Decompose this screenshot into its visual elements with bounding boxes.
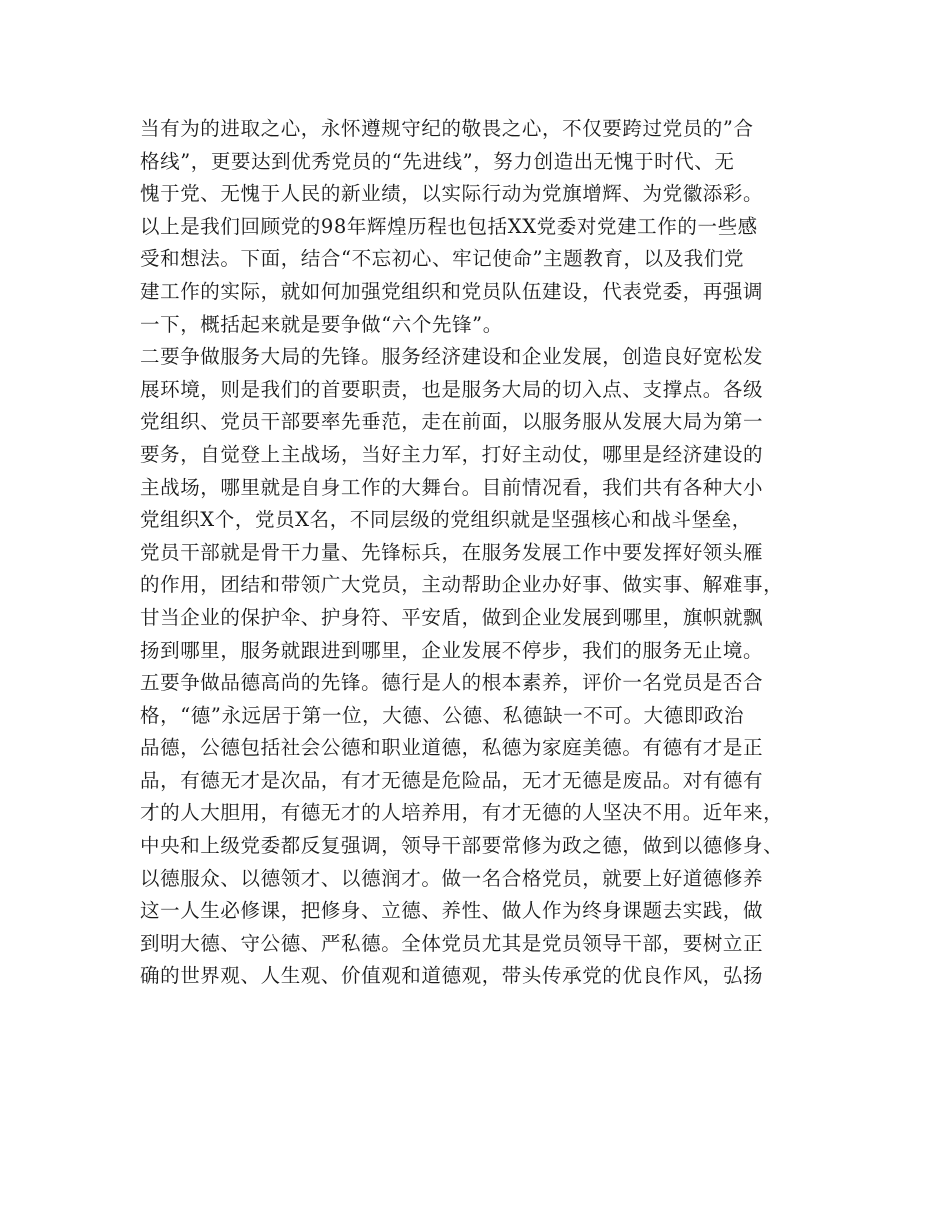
text-line: 党组织X个，党员X名，不同层级的党组织就是坚强核心和战斗堡垒， xyxy=(140,508,752,532)
text-line: 到明大德、守公德、严私德。全体党员尤其是党员领导干部，要树立正 xyxy=(140,931,764,955)
text-line: 甘当企业的保护伞、护身符、平安盾，做到企业发展到哪里，旗帜就飘 xyxy=(140,605,764,629)
text-line: 五要争做品德高尚的先锋。德行是人的根本素养，评价一名党员是否合 xyxy=(140,671,764,695)
text-line: 品德，公德包括社会公德和职业道德，私德为家庭美德。有德有才是正 xyxy=(140,736,764,760)
text-line: 当有为的进取之心，永怀遵规守纪的敬畏之心，不仅要跨过党员的”合 xyxy=(140,117,754,140)
text-line: 建工作的实际，就如何加强党组织和党员队伍建设，代表党委，再强调 xyxy=(140,279,764,303)
text-line: 格，“德”永远居于第一位，大德、公德、私德缺一不可。大德即政治 xyxy=(140,703,745,727)
text-line: 以德服众、以德领才、以德润才。做一名合格党员，就要上好道德修养 xyxy=(140,866,764,890)
text-line: 扬到哪里，服务就跟进到哪里，企业发展不停步，我们的服务无止境。 xyxy=(140,638,764,662)
text-line: 一下，概括起来就是要争做“六个先锋”。 xyxy=(140,312,503,336)
text-line: 党组织、党员干部要率先垂范，走在前面，以服务服从发展大局为第一 xyxy=(140,410,764,434)
text-line: 中央和上级党委都反复强调，领导干部要常修为政之德，做到以德修身、 xyxy=(140,834,784,858)
text-line: 受和想法。下面，结合“不忘初心、牢记使命”主题教育，以及我们党 xyxy=(140,247,745,271)
text-line: 主战场，哪里就是自身工作的大舞台。目前情况看，我们共有各种大小 xyxy=(140,475,764,499)
text-line: 要务，自觉登上主战场，当好主力军，打好主动仗，哪里是经济建设的 xyxy=(140,442,764,466)
text-line: 二要争做服务大局的先锋。服务经济建设和企业发展，创造良好宽松发 xyxy=(140,345,764,369)
text-line: 这一人生必修课，把修身、立德、养性、做人作为终身课题去实践，做 xyxy=(140,899,764,923)
text-line: 品，有德无才是次品，有才无德是危险品，无才无德是废品。对有德有 xyxy=(140,768,764,792)
text-line: 格线”，更要达到优秀党员的“先进线”，努力创造出无愧于时代、无 xyxy=(140,149,735,173)
text-line: 以上是我们回顾党的98年辉煌历程也包括XX党委对党建工作的一些感 xyxy=(140,214,758,238)
text-line: 的作用，团结和带领广大党员，主动帮助企业办好事、做实事、解难事， xyxy=(140,573,784,597)
text-line: 展环境，则是我们的首要职责，也是服务大局的切入点、支撑点。各级 xyxy=(140,377,764,401)
text-line: 愧于党、无愧于人民的新业绩，以实际行动为党旗增辉、为党徽添彩。 xyxy=(140,182,764,206)
body-text xyxy=(140,113,820,993)
text-line: 才的人大胆用，有德无才的人培养用，有才无德的人坚决不用。近年来， xyxy=(140,801,784,825)
text-line: 确的世界观、人生观、价值观和道德观，带头传承党的优良作风，弘扬 xyxy=(140,964,764,988)
text-line: 党员干部就是骨干力量、先锋标兵，在服务发展工作中要发挥好领头雁 xyxy=(140,540,764,564)
